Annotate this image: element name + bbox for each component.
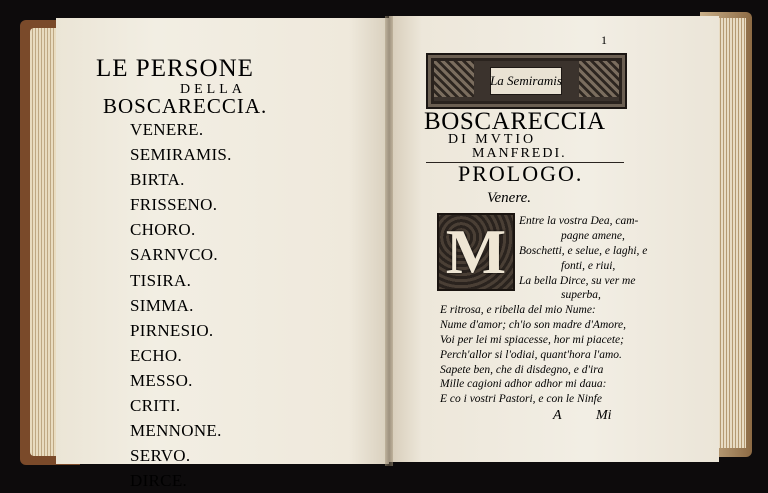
verse-line: Nume d'amor; ch'io son madre d'Amore,	[440, 319, 627, 331]
verse-line: Voi per lei mi spiacesse, hor mi piacete;	[440, 334, 624, 346]
verse-line: pagne amene,	[561, 230, 625, 242]
verse-line: Sapete ben, che di disdegno, e d'ira	[440, 364, 604, 376]
verse-line: fonti, e riui,	[561, 260, 616, 272]
catchword: Mi	[596, 408, 612, 423]
header-cartouche-text: La Semiramis	[490, 73, 562, 88]
verse-line: Boschetti, e selue, e laghi, e	[519, 245, 648, 257]
cast-item: BIRTA.	[130, 170, 185, 190]
cast-title-line2: DELLA	[180, 82, 246, 97]
section-title: PROLOGO.	[458, 161, 584, 186]
cast-item: MENNONE.	[130, 421, 222, 441]
speaker-name: Venere.	[487, 190, 532, 206]
cast-item: CHORO.	[130, 220, 196, 240]
header-cartouche	[490, 67, 562, 95]
drop-cap-letter: M	[445, 216, 507, 287]
book-gutter	[385, 16, 393, 466]
cast-item: MESSO.	[130, 370, 193, 390]
verse-line: Mille cagioni adhor adhor mi daua:	[440, 378, 607, 390]
cast-item: SARNVCO.	[130, 245, 218, 265]
ornament-right-icon	[579, 61, 619, 97]
verse-line: E co i vostri Pastori, e con le Ninfe	[440, 393, 602, 405]
play-author-line1: DI MVTIO	[448, 132, 537, 147]
cast-item: SEMIRAMIS.	[130, 145, 232, 165]
cast-item: FRISSENO.	[130, 195, 218, 215]
cast-item: TISIRA.	[130, 270, 192, 290]
cast-item: PIRNESIO.	[130, 320, 214, 340]
cast-item: SIMMA.	[130, 295, 194, 315]
cast-item: CRITI.	[130, 396, 181, 416]
cast-item: DIRCE.	[130, 471, 188, 491]
verse-line: Perch'allor si l'odiai, quant'hora l'amo.	[440, 349, 622, 361]
verse-line: Entre la vostra Dea, cam-	[519, 215, 639, 227]
verse-line: superba,	[561, 289, 601, 301]
play-author-line2: MANFREDI.	[472, 146, 567, 161]
cast-list	[130, 117, 280, 493]
ornamental-header	[426, 53, 627, 109]
cast-item: VENERE.	[130, 120, 204, 139]
ornament-left-icon	[434, 61, 474, 97]
cast-title-line1: LE PERSONE	[96, 55, 254, 82]
verse-line: La bella Dirce, su ver me	[519, 275, 636, 287]
verse-line: E ritrosa, e ribella del mio Nume:	[440, 304, 596, 316]
cast-title-line3: BOSCARECCIA.	[103, 94, 268, 118]
signature-mark: A	[553, 408, 562, 423]
cast-item: ECHO.	[130, 345, 183, 365]
cast-item: SERVO.	[130, 446, 191, 466]
play-title: BOSCARECCIA	[424, 108, 606, 135]
page-mark: 1	[601, 33, 607, 47]
drop-cap	[437, 213, 515, 291]
